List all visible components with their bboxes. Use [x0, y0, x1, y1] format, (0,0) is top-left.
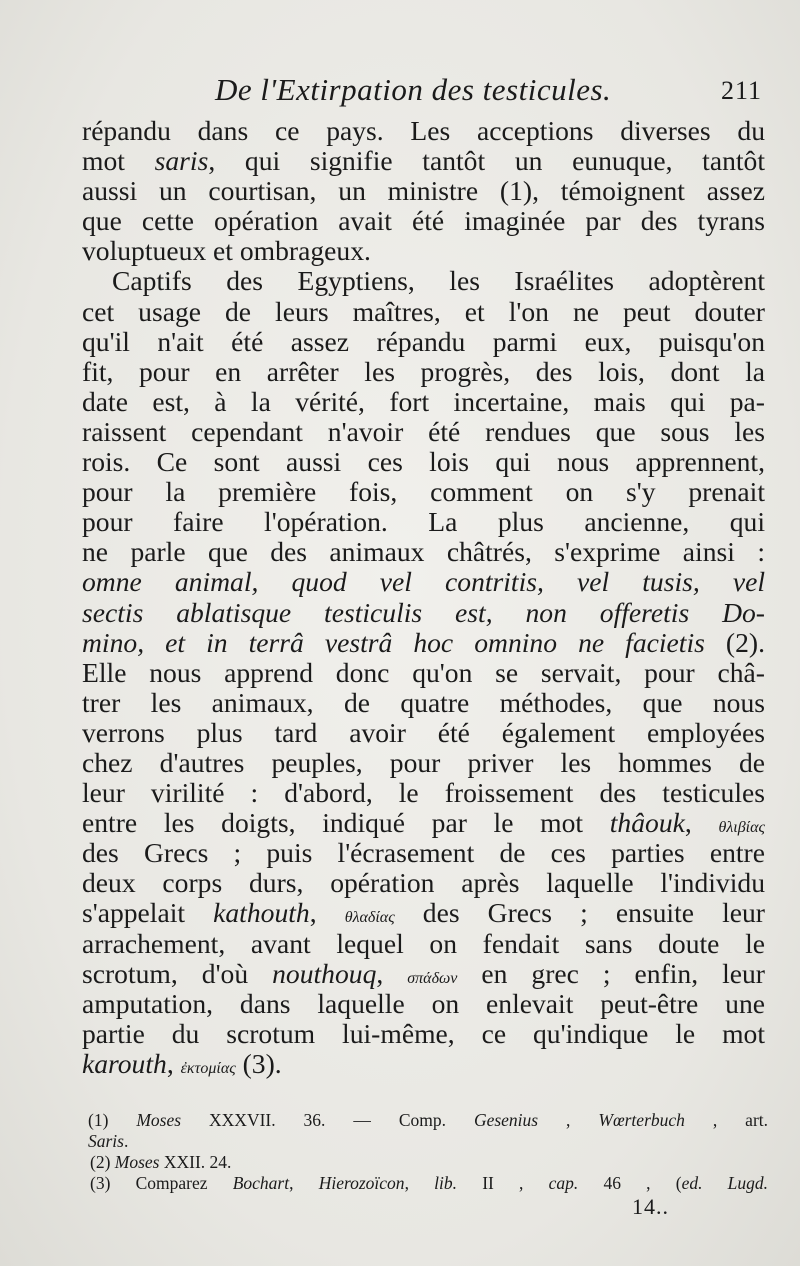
text-line [82, 387, 765, 417]
text-run: pour faire l'opération. La plus ancienne, qui [82, 506, 765, 538]
footnote-text: , [538, 1110, 599, 1130]
footnote-text: Comparez [110, 1173, 233, 1193]
footnote-2 [88, 1152, 768, 1173]
text-run: (2). [704, 626, 765, 658]
footnote-marker: (1) [88, 1110, 109, 1130]
footnote-3 [88, 1173, 768, 1194]
text-line [82, 176, 765, 206]
text-line [82, 507, 765, 537]
text-run: qu'il n'ait été assez répandu parmi eux, puisqu'on [82, 325, 765, 357]
greek-term: θλαδίας [344, 909, 395, 927]
text-line [82, 206, 765, 236]
main-text [82, 116, 765, 1079]
text-run: , [684, 807, 719, 839]
text-line [82, 658, 765, 688]
text-run: chez d'autres peuples, pour priver les hommes de [82, 746, 765, 778]
footnote-text: ed. Lugd. [681, 1173, 769, 1193]
text-line [82, 146, 765, 176]
footnote-text: Moses [136, 1110, 182, 1130]
text-run: amputation, dans laquelle on enlevait peut-être une [82, 987, 765, 1019]
text-line [82, 567, 765, 597]
italic-term: kathouth [213, 897, 310, 929]
text-run: , [309, 897, 345, 929]
text-line [82, 116, 765, 146]
footnote-text: , [289, 1173, 319, 1193]
text-line [82, 688, 765, 718]
text-line [82, 898, 765, 928]
footnote-1 [88, 1110, 768, 1131]
italic-term: sectis ablatisque testiculis est, non offeretis Do- [82, 596, 765, 628]
text-run: rois. Ce sont aussi ces lois qui nous apprennent, [82, 446, 765, 478]
text-line [82, 838, 765, 868]
footnote-text: II , [457, 1173, 549, 1193]
text-run: verrons plus tard avoir été également employées [82, 716, 765, 748]
text-line [82, 327, 765, 357]
text-line [82, 447, 765, 477]
footnote-text: XXXVII. 36. — Comp. [181, 1110, 474, 1130]
text-run: leur virilité : d'abord, le froissement des testicules [82, 777, 765, 809]
text-line [82, 417, 765, 447]
footnote-text: , [404, 1173, 435, 1193]
text-line [82, 748, 765, 778]
text-run: mot [82, 145, 155, 177]
text-run: aussi un courtisan, un ministre (1), témoignent assez [82, 175, 765, 207]
footnote-text: Hierozoïcon [318, 1173, 405, 1193]
text-line [82, 266, 765, 296]
paragraph-1 [82, 116, 765, 266]
footnote-text: cap. [548, 1173, 579, 1193]
text-run: pour la première fois, comment on s'y prenait [82, 476, 765, 508]
paragraph-2 [82, 266, 765, 1079]
footnote-text: Saris [88, 1131, 124, 1151]
text-run: , [376, 957, 408, 989]
text-line [82, 868, 765, 898]
text-run: deux corps durs, opération après laquelle l'individu [82, 867, 765, 899]
greek-term: σπάδων [407, 969, 458, 987]
text-line [82, 959, 765, 989]
text-run: partie du scrotum lui-même, ce qu'indique le mot [82, 1017, 765, 1049]
text-line [82, 808, 765, 838]
text-run: répandu dans ce pays. Les acceptions diverses du [82, 115, 765, 146]
footnote-text: lib. [434, 1173, 457, 1193]
greek-term: θλιβίας [718, 819, 765, 837]
text-line [82, 1049, 765, 1079]
italic-term: thâouk [609, 807, 685, 839]
text-run: des Grecs ; ensuite leur [394, 897, 765, 929]
text-run: que cette opération avait été imaginée par des tyrans [82, 205, 765, 237]
text-run: , [166, 1047, 181, 1079]
text-run: arrachement, avant lequel on fendait sans doute le [82, 927, 765, 959]
text-run: trer les animaux, de quatre méthodes, que nous [82, 686, 765, 718]
footnote-text: Wœrterbuch [598, 1110, 685, 1130]
footnote-text: Moses [114, 1152, 160, 1172]
running-title: De l'Extirpation des testicules. [215, 72, 612, 107]
footnote-text: 46 , ( [578, 1173, 682, 1193]
footnote-marker: (2) [90, 1152, 111, 1172]
footnote-1-continued [88, 1131, 768, 1152]
text-run: ne parle que des animaux châtrés, s'exprime ainsi : [82, 536, 765, 568]
footnote-marker: (3) [90, 1173, 111, 1193]
text-run: fit, pour en arrêter les progrès, des lois, dont la [82, 355, 765, 387]
footnotes [88, 1110, 768, 1194]
text-line [82, 598, 765, 628]
text-run: scrotum, d'où [82, 957, 273, 989]
italic-term: saris [154, 145, 209, 177]
text-line [82, 989, 765, 1019]
text-run: voluptueux et ombrageux. [82, 235, 371, 267]
text-line [82, 778, 765, 808]
footnote-text: , art. [684, 1110, 769, 1130]
text-line [82, 477, 765, 507]
greek-term: ἐκτομίας [180, 1059, 236, 1077]
text-run: entre les doigts, indiqué par le mot [82, 807, 610, 839]
footnote-text: . [123, 1131, 129, 1151]
text-run: en grec ; enfin, leur [457, 957, 765, 989]
text-line [82, 236, 765, 266]
footnote-text: Bochart [232, 1173, 290, 1193]
text-run: raissent cependant n'avoir été rendues que sous les [82, 415, 765, 447]
text-run: des Grecs ; puis l'écrasement de ces parties entre [82, 837, 765, 869]
text-line [82, 718, 765, 748]
signature-mark: 14.. [632, 1194, 669, 1219]
text-run: date est, à la vérité, fort incertaine, mais qui pa- [82, 385, 765, 417]
text-run: , qui signifie tantôt un eunuque, tantôt [208, 145, 765, 177]
text-line [82, 357, 765, 387]
italic-term: nouthouq [272, 957, 377, 989]
text-run: Captifs des Egyptiens, les Israélites adoptèrent [112, 265, 765, 297]
text-line [82, 1019, 765, 1049]
page-number: 211 [720, 76, 762, 105]
italic-term: mino, et in terrâ vestrâ hoc omnino ne facietis [82, 626, 705, 658]
text-line [82, 628, 765, 658]
text-line [82, 537, 765, 567]
text-run: s'appelait [82, 897, 214, 929]
text-line [82, 297, 765, 327]
text-line [82, 929, 765, 959]
italic-term: karouth [82, 1047, 167, 1079]
footnote-text: Gesenius [473, 1110, 539, 1130]
footnote-text: XXII. 24. [159, 1152, 232, 1172]
text-run: (3). [235, 1047, 282, 1079]
text-run: cet usage de leurs maîtres, et l'on ne peut douter [82, 295, 765, 327]
italic-term: omne animal, quod vel contritis, vel tusis, vel [82, 566, 765, 598]
text-run: Elle nous apprend donc qu'on se servait, pour châ- [82, 656, 765, 688]
running-header [80, 72, 770, 112]
